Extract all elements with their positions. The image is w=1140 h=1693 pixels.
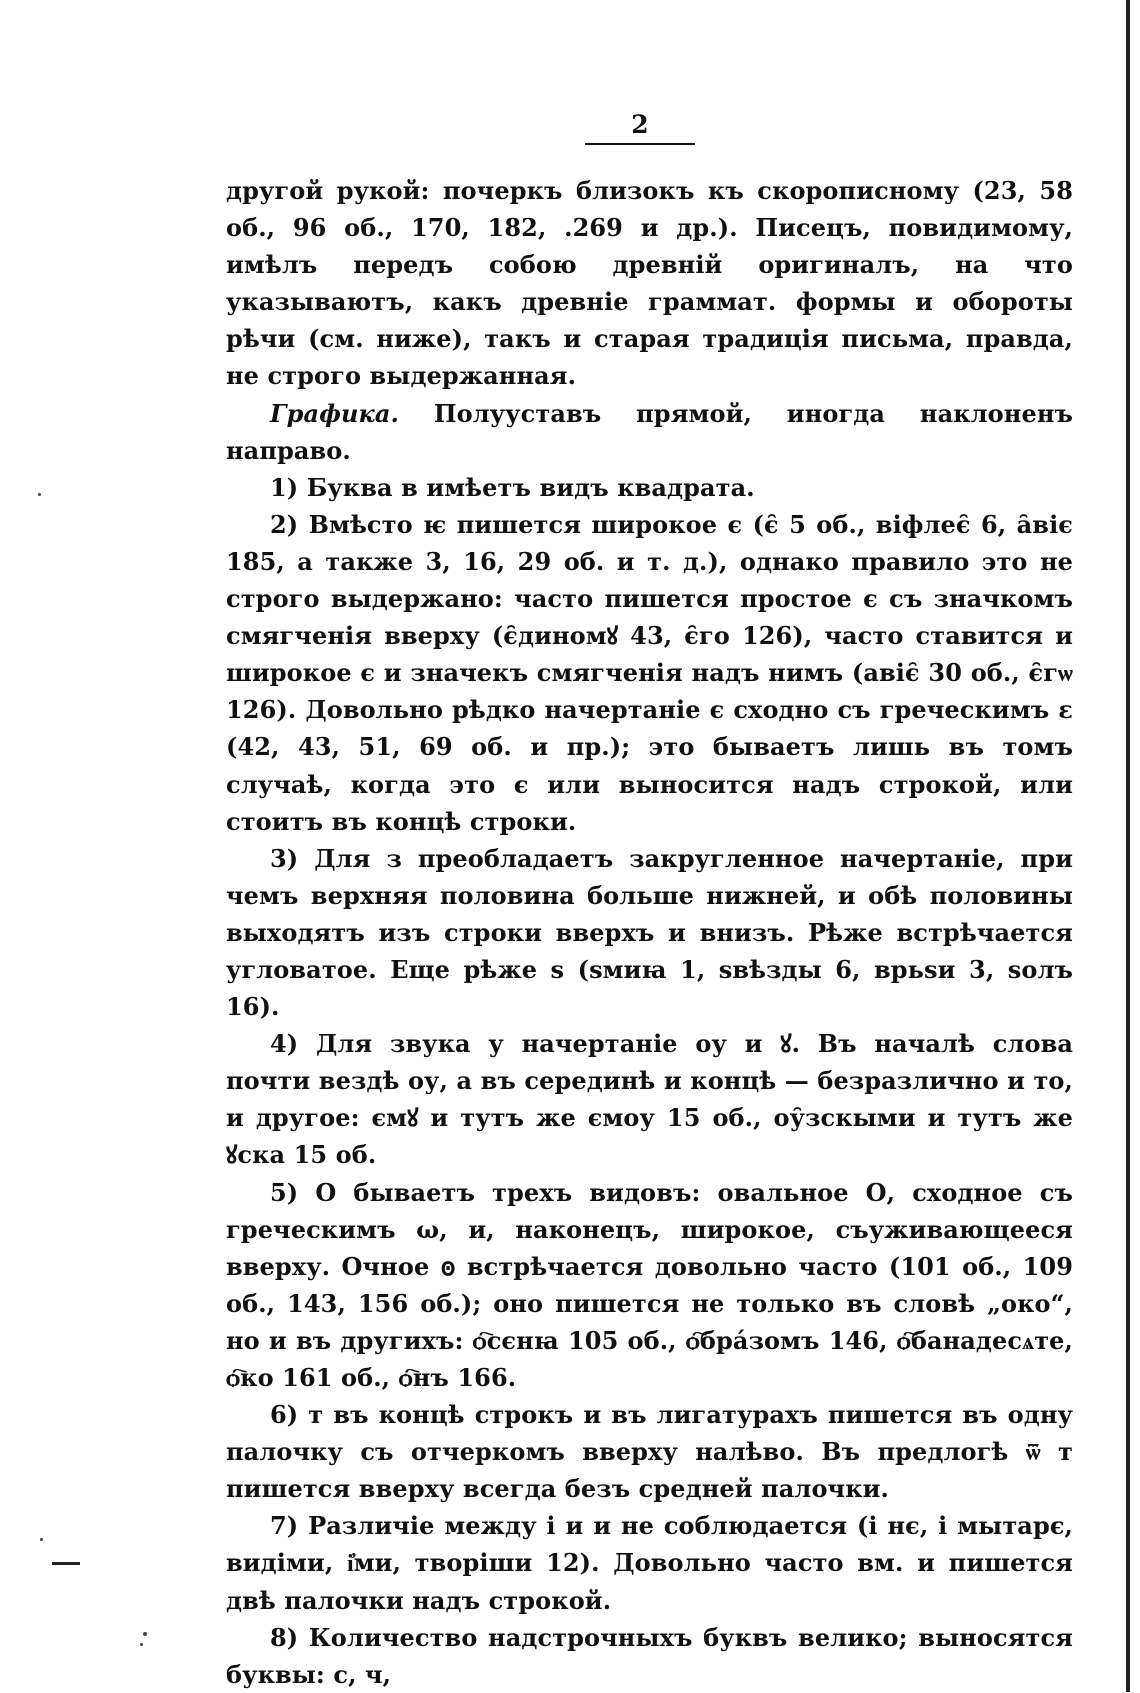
list-item-5: 5) О бываетъ трехъ видовъ: овальное О, сходное съ греческимъ ω, и, наконецъ, широкое, съуживающееся вверху. Очное ꙩ встрѣчается довольно часто (101 об., 109 об., 143, 156 об.); оно пишется не только въ словѣ „око“, но и въ другихъ: ѻ҇сєнꙗ 105 об., ѻ҇бра́зомъ 146, ѻ҇банадесѧте, ѻ҇ко 161 об., ѻ҇нъ 166. <box>226 1177 1073 1392</box>
margin-speck <box>140 1643 143 1646</box>
list-item-8: 8) Количество надстрочныхъ буквъ велико; выносятся буквы: с, ч, <box>226 1622 1073 1689</box>
page-number: 2 <box>585 112 695 145</box>
list-item-3: 3) Для з преобладаетъ закругленное начертаніе, при чемъ верхняя половина больше нижней, и обѣ половины выходятъ изъ строки вверхъ и внизъ. Рѣже встрѣчается угловатое. Еще рѣже ѕ (ѕмиꙗ 1, ѕвѣзды 6, врьѕи 3, ѕолъ 16). <box>226 843 1073 1022</box>
list-item-2: 2) Вмѣсто ѥ пишется широкое є (є̑ 5 об., віфлеє̑ 6, а̑віє 185, а также 3, 16, 29 об. и т. д.), однако правило это не строго выдержано: часто пишется простое є съ значкомъ смягченія вверху (є̑диномꙋ 43, є̑го 126), часто ставится и широкое є и значекъ смягченія надъ нимъ (авіє̑ 30 об., є̑гѡ 126). Довольно рѣдко начертаніе є сходно съ греческимъ ε (42, 43, 51, 69 об. и пр.); это бываетъ лишь въ томъ случаѣ, когда это є или выносится надъ строкой, или стоитъ въ концѣ строки. <box>226 509 1073 836</box>
list-item-6: 6) т въ концѣ строкъ и въ лигатурахъ пишется въ одну палочку съ отчеркомъ вверху налѣво. Въ предлогѣ ѿ т пишется вверху всегда безъ средней палочки. <box>226 1400 1073 1504</box>
page-edge-border <box>1126 0 1130 1692</box>
margin-speck <box>40 1538 43 1541</box>
paragraph-grafika <box>226 395 1073 469</box>
list-item-4: 4) Для звука у начертаніе оу и ꙋ. Въ началѣ слова почти вездѣ оу, а въ серединѣ и концѣ — безразлично и то, и другое: ємꙋ и тутъ же ємоу 15 об., оу̑зскыми и тутъ же ꙋска 15 об. <box>226 1029 1073 1170</box>
page-body <box>226 172 1073 1693</box>
margin-speck <box>38 493 41 496</box>
paragraph-continuation: другой рукой: почеркъ близокъ къ скорописному (23, 58 об., 96 об., 170, 182, .269 и др.). Писецъ, повидимому, имѣлъ передъ собою древній оригиналъ, на что указываютъ, какъ древніе граммат. формы и обороты рѣчи (см. ниже), такъ и старая традиція письма, правда, не строго выдержанная. <box>226 176 1073 391</box>
grafika-heading: Графика. <box>270 398 399 428</box>
grafika-intro: Полууставъ прямой, иногда наклоненъ направо. <box>226 398 1073 465</box>
margin-scan-mark <box>52 1562 80 1565</box>
list-item-1: 1) Буква в имѣетъ видъ квадрата. <box>270 472 755 502</box>
list-item-7: 7) Различіе между і и и не соблюдается (і нє, і мытарє, видіми, і҆ми, творіши 12). Довольно часто вм. и пишется двѣ палочки надъ строкой. <box>226 1511 1073 1615</box>
margin-speck <box>143 1632 147 1636</box>
